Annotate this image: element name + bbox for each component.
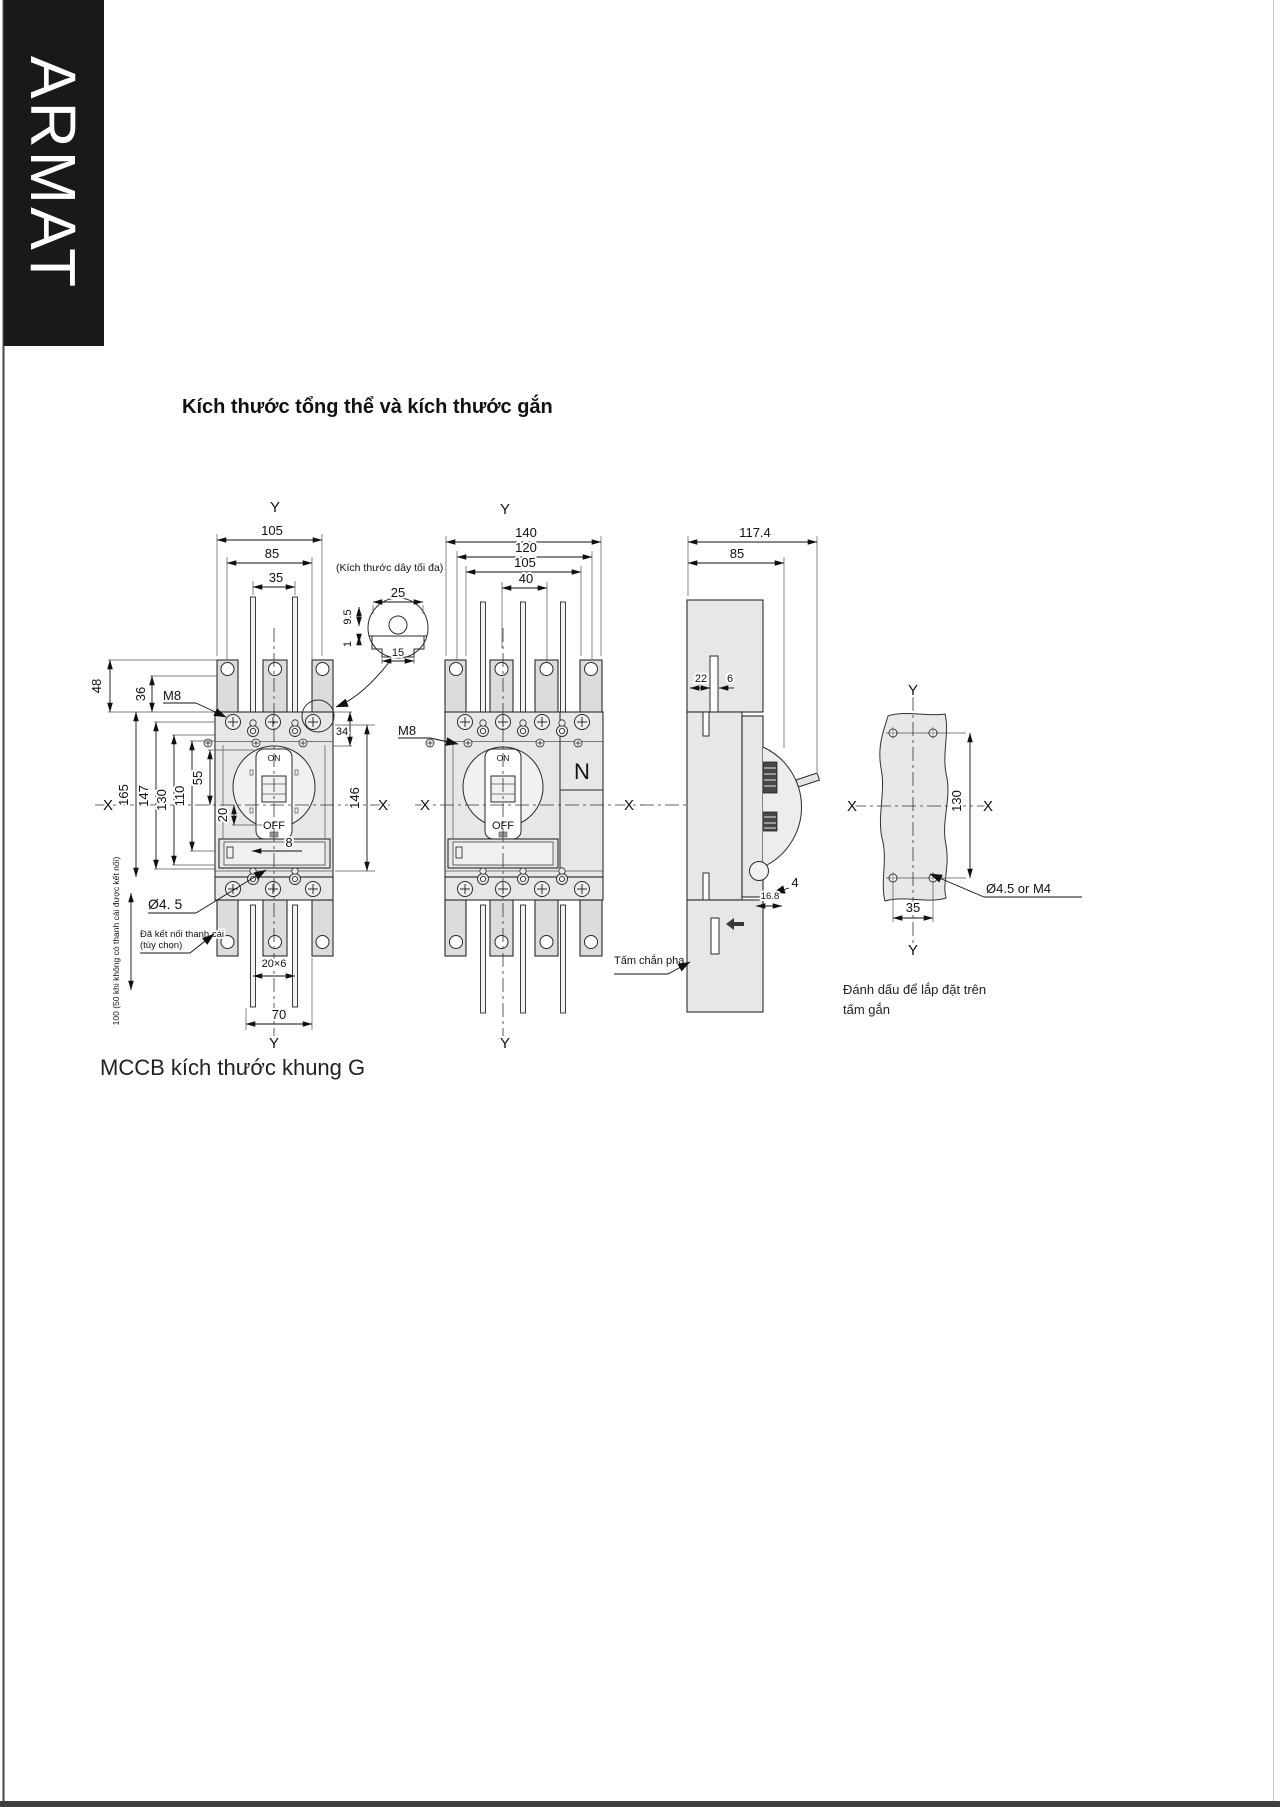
callout-hole-size: [930, 874, 1082, 897]
dim-text: 147: [136, 785, 151, 807]
side-hook: [750, 862, 769, 881]
axis-x-label: X: [419, 797, 431, 814]
dim-text: 130: [949, 790, 964, 812]
note-busbar: [140, 929, 224, 953]
dim-text: 35: [268, 570, 284, 585]
dim-text: 48: [89, 678, 104, 694]
axis-x-label: X: [102, 797, 114, 814]
dim-hole-span: [227, 546, 312, 660]
dim-text: 20×6: [261, 958, 287, 970]
view-mounting-plate: [843, 682, 1082, 1017]
dim-text: 165: [116, 784, 131, 806]
axis-x-label: X: [982, 798, 994, 815]
dim-text: 25: [390, 585, 406, 600]
m8-label: M8: [163, 688, 182, 703]
dim-110: [172, 741, 215, 851]
dim-lug-1: [342, 636, 359, 647]
dim-text: 146: [347, 787, 362, 809]
dim-bar-span: [253, 570, 295, 595]
dim-text: 35: [905, 900, 921, 915]
phase-barrier-label: Tấm chắn pha: [614, 955, 685, 967]
rating-label-window: [219, 839, 330, 868]
lug-wire-hole: [389, 616, 407, 634]
neutral-pole-label: N: [574, 759, 590, 784]
dim-text: 15: [391, 647, 405, 659]
note-text: (tùy chọn): [140, 940, 183, 951]
side-bottom-section: [687, 900, 763, 1012]
dim-146: [335, 725, 375, 871]
terminal-tabs-top: [217, 660, 333, 713]
dim-text: 9.5: [342, 609, 354, 625]
axis-y-label: Y: [907, 942, 919, 959]
dim-overall-width: [217, 523, 322, 656]
side-top-section: [687, 600, 763, 712]
lug-leader: [336, 661, 390, 707]
dim-text: 85: [264, 546, 280, 561]
dim-depth-note: [111, 857, 131, 1026]
axis-x-label: X: [623, 797, 635, 814]
axis-x-label: X: [377, 797, 389, 814]
dim-text: 8: [285, 835, 293, 850]
dim-text: 105: [514, 555, 536, 570]
dim-117-4: [688, 525, 817, 596]
view-front-3pole: [89, 499, 390, 1052]
dim-lug-9-5: [342, 607, 359, 626]
on-label: ON: [267, 753, 281, 763]
dim-text: 117.4: [739, 525, 771, 540]
axis-y-label: Y: [268, 1035, 280, 1052]
side-body: [687, 712, 742, 900]
view-side: [614, 525, 820, 1012]
mounting-plate-outline: [880, 713, 948, 901]
axis-y-label: Y: [907, 682, 919, 699]
dim-text: 34: [335, 726, 349, 738]
axis-y-label: Y: [269, 499, 281, 516]
callout-phase-barrier: [614, 954, 690, 974]
dim-text: 1: [342, 640, 354, 648]
dim-text: 55: [190, 770, 205, 786]
dim-text: 140: [515, 525, 537, 540]
dim-text: 130: [154, 789, 169, 811]
hole-dia-label: Ø4. 5: [148, 896, 183, 912]
dim-text: 40: [518, 571, 534, 586]
axis-y-label: Y: [499, 1035, 511, 1052]
mounting-note-line2: tấm gắn: [843, 1002, 890, 1017]
m8-label: M8: [398, 723, 417, 738]
dim-130: [949, 733, 970, 878]
off-label: OFF: [492, 820, 514, 832]
figure-caption: MCCB kích thước khung G: [100, 1055, 366, 1080]
dim-text: 70: [271, 1007, 287, 1022]
lug-note: (Kích thước dây tối đa): [336, 562, 444, 574]
dim-text: 16.8: [760, 891, 780, 902]
dim-text: 105: [261, 523, 283, 538]
view-front-4pole: [398, 501, 643, 1052]
dim-text: 4: [791, 875, 799, 890]
axis-x-label: X: [846, 798, 858, 815]
dim-text: 110: [172, 785, 187, 807]
off-label: OFF: [263, 820, 285, 832]
dim-text: 6: [726, 673, 734, 685]
dim-34: [333, 712, 352, 746]
mounting-note-line1: Đánh dấu để lắp đặt trên: [843, 982, 987, 997]
dim-text: 20: [215, 807, 230, 823]
side-toggle-handle: [796, 773, 820, 787]
on-label: ON: [496, 753, 510, 763]
page-title: Kích thước tổng thể và kích thước gắn: [182, 396, 553, 418]
dim-text: 22: [694, 673, 708, 685]
brand-logo: ARMAT: [17, 55, 89, 291]
axis-y-label: Y: [499, 501, 511, 518]
brand-panel: [4, 0, 104, 346]
dim-text: 85: [729, 546, 745, 561]
hole-size-label: Ø4.5 or M4: [986, 881, 1052, 896]
note-text: Đã kết nối thanh cái: [140, 929, 224, 940]
dim-85: [688, 546, 784, 563]
dim-text: 120: [515, 540, 537, 555]
terminal-tabs-bottom: [217, 900, 333, 956]
dim-text: 36: [133, 686, 148, 702]
dim-text: 100 (50 khi không có thanh cái được kết nối): [111, 856, 121, 1026]
